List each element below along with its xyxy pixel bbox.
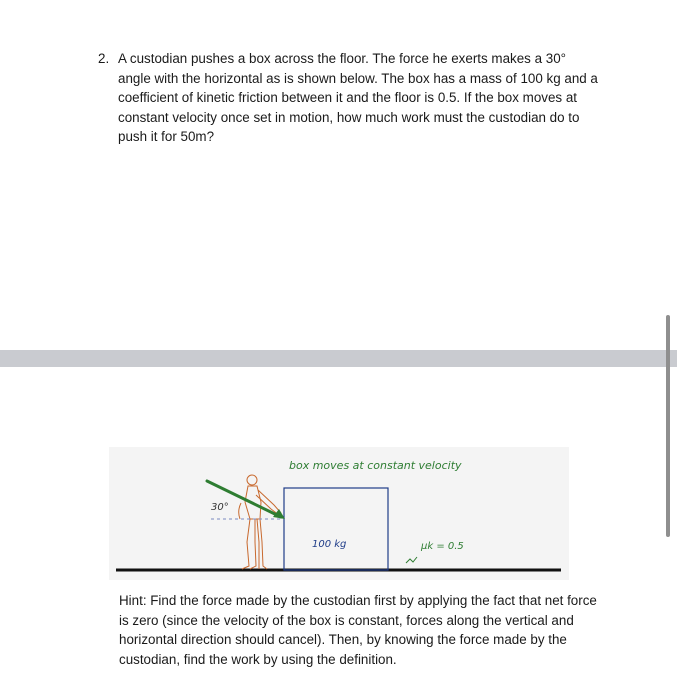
angle-label: 30° [211,502,229,513]
box [284,488,388,570]
angle-arc [239,503,241,519]
hint-text: Hint: Find the force made by the custodian first by applying the fact that net force is zero (since the velocity of the box is constant, forces along the vertical and horizontal direction should cancel). Then, by knowing the force made by the custodian, find the work by using the definition. [119,593,597,667]
scrollbar-thumb[interactable] [666,315,670,537]
page-separator [0,350,677,367]
question-number: 2. [98,51,110,66]
physics-figure [109,447,569,580]
custodian-figure [242,475,281,569]
mass-label: 100 kg [312,539,347,550]
figure-drawing [109,447,569,580]
hint-block [119,591,609,669]
caption-text: box moves at constant velocity [289,459,462,472]
question-text: A custodian pushes a box across the floor. The force he exerts makes a 30° angle with the horizontal as is shown below. The box has a mass of 100 kg and a coefficient of kinetic friction between it and the floor is 0.5. If the box moves at constant velocity once set in motion, how much work must the custodian do to push it for 50m? [118,51,598,144]
question-block [98,49,598,147]
friction-squiggle [406,557,417,563]
friction-label: μk = 0.5 [421,541,464,552]
